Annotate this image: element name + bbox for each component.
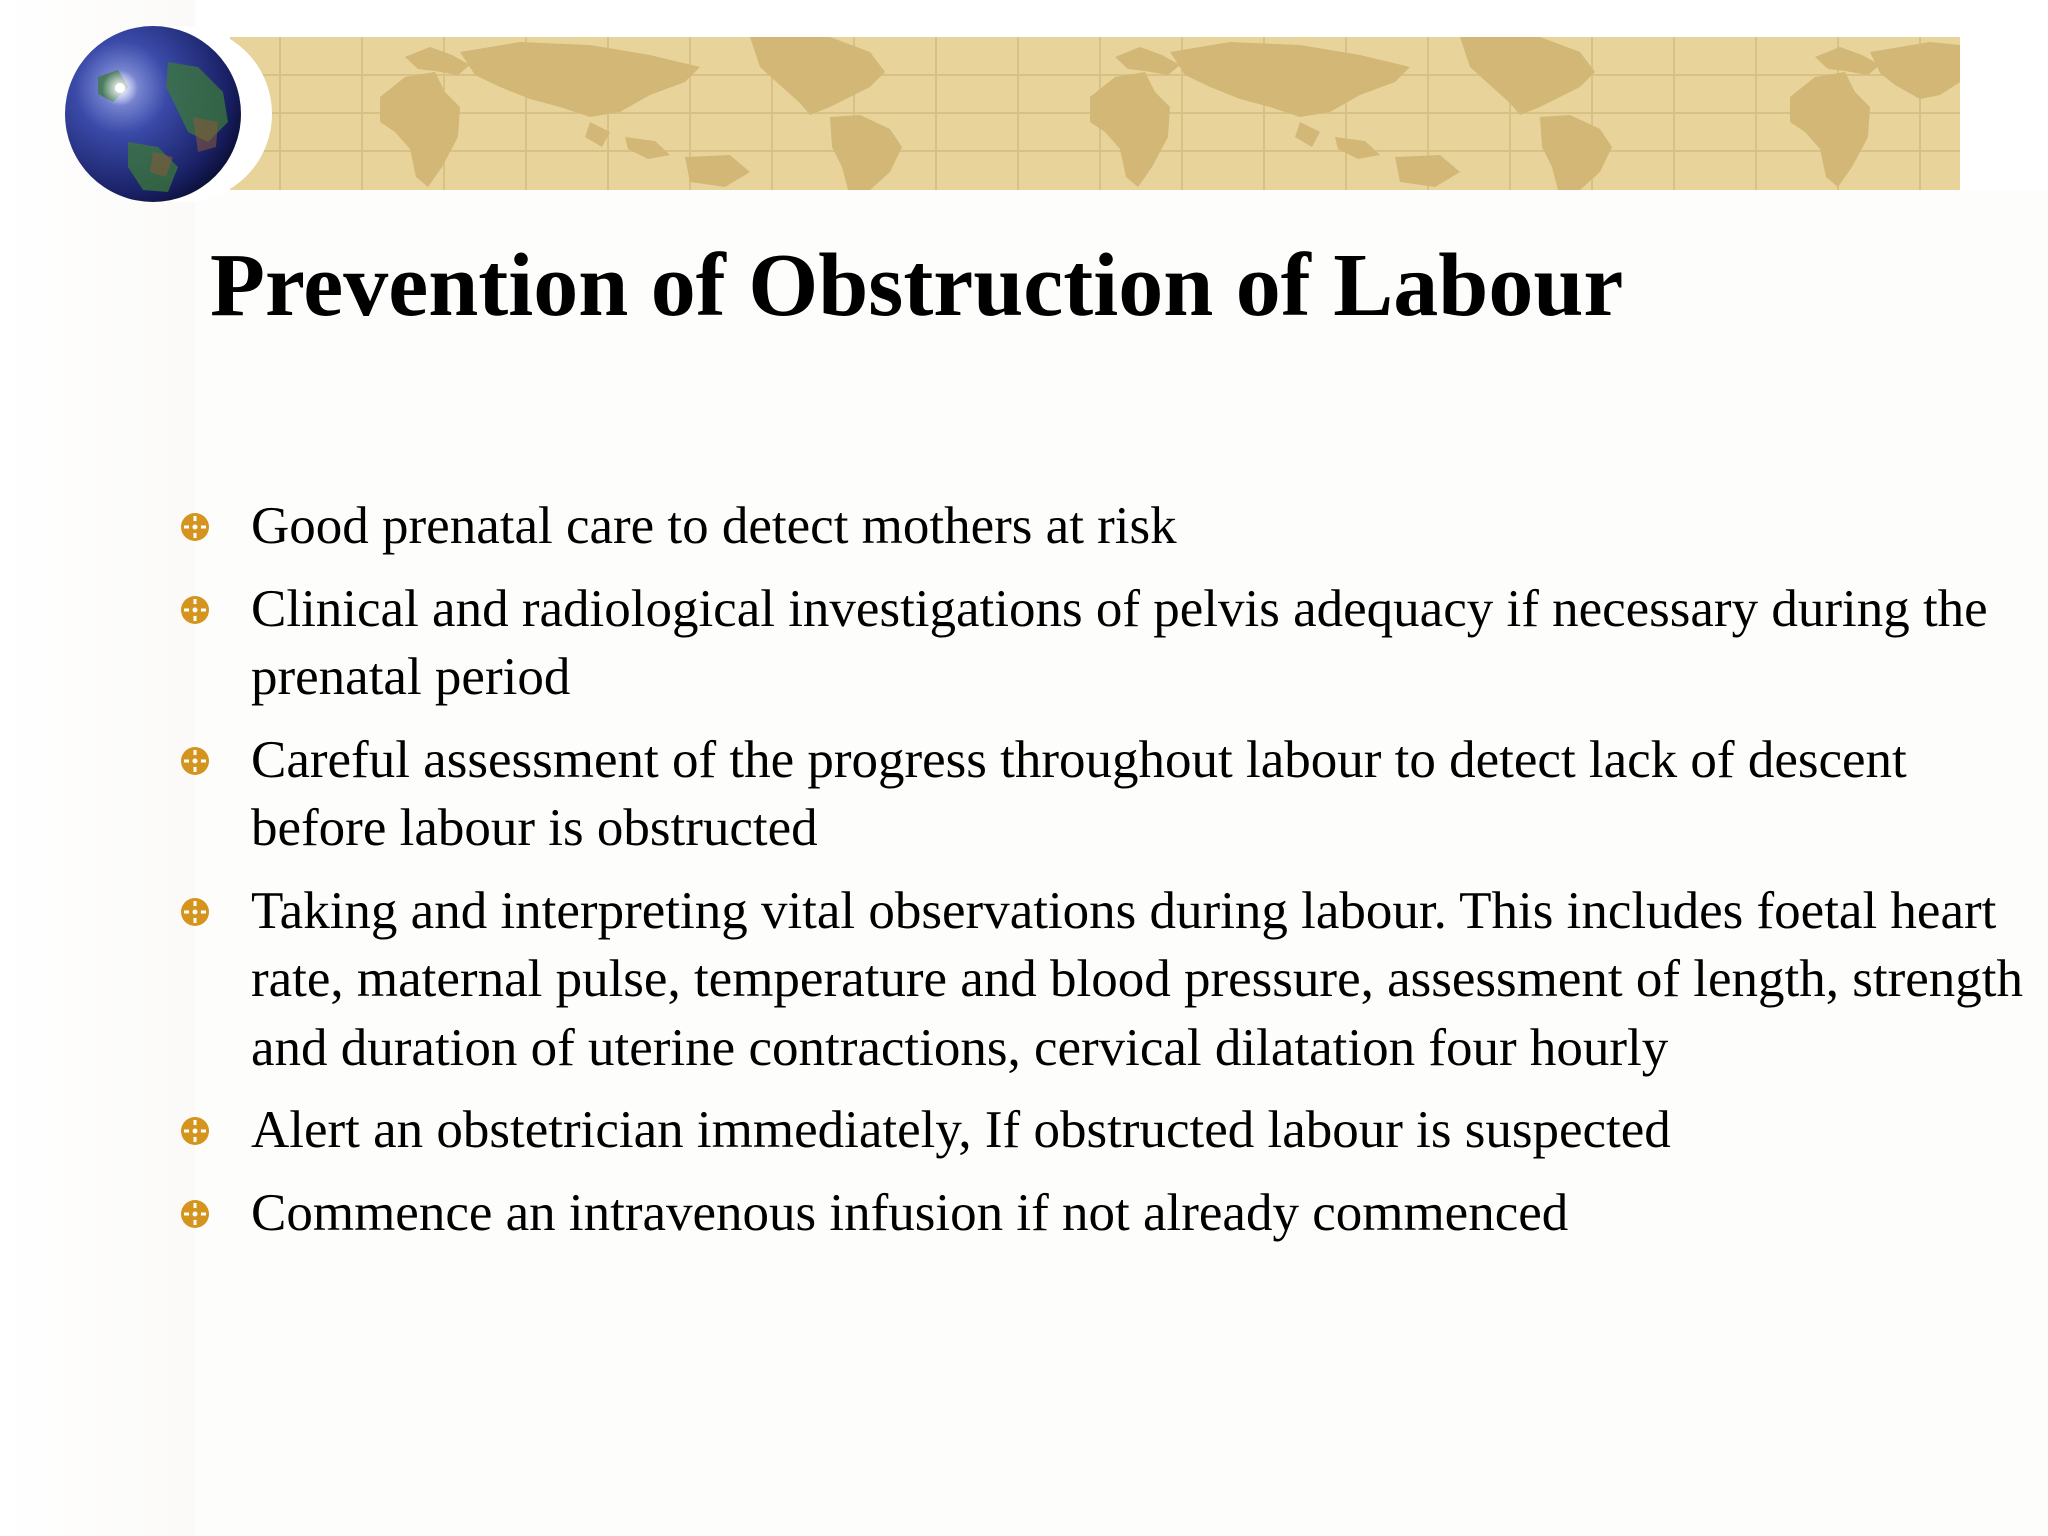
bullet-item bbox=[175, 1096, 2035, 1165]
bullet-text: Clinical and radiological investigations of pelvis adequacy if necessary during the prenatal period bbox=[251, 579, 1988, 706]
left-shade bbox=[0, 0, 195, 1536]
bullet-item bbox=[175, 726, 2035, 863]
crosshair-circle-icon bbox=[180, 512, 210, 542]
bullet-item bbox=[175, 877, 2035, 1083]
bullet-text: Careful assessment of the progress throughout labour to detect lack of descent before labour is obstructed bbox=[251, 730, 1907, 857]
world-map-icon bbox=[230, 37, 1960, 190]
globe-icon bbox=[58, 22, 284, 206]
bullet-item bbox=[175, 1179, 2035, 1248]
bullet-text: Alert an obstetrician immediately, If obstructed labour is suspected bbox=[251, 1101, 1671, 1159]
bullet-item bbox=[175, 575, 2035, 712]
bullet-text: Good prenatal care to detect mothers at risk bbox=[251, 497, 1177, 555]
crosshair-circle-icon bbox=[180, 595, 210, 625]
globe-logo bbox=[58, 22, 284, 206]
world-map-banner bbox=[230, 37, 1960, 190]
bullet-text: Taking and interpreting vital observations during labour. This includes foetal heart rate, maternal pulse, temperature and blood pressure, assessment of length, strength and duration of uterine contractions, cervical dilatation four hourly bbox=[251, 881, 2024, 1077]
crosshair-circle-icon bbox=[180, 897, 210, 927]
crosshair-circle-icon bbox=[180, 1116, 210, 1146]
slide-title: Prevention of Obstruction of Labour bbox=[210, 236, 1624, 335]
crosshair-circle-icon bbox=[180, 746, 210, 776]
crosshair-circle-icon bbox=[180, 1199, 210, 1229]
bullet-item bbox=[175, 492, 2035, 561]
bullet-list bbox=[175, 492, 2035, 1261]
bullet-text: Commence an intravenous infusion if not already commenced bbox=[251, 1183, 1569, 1242]
